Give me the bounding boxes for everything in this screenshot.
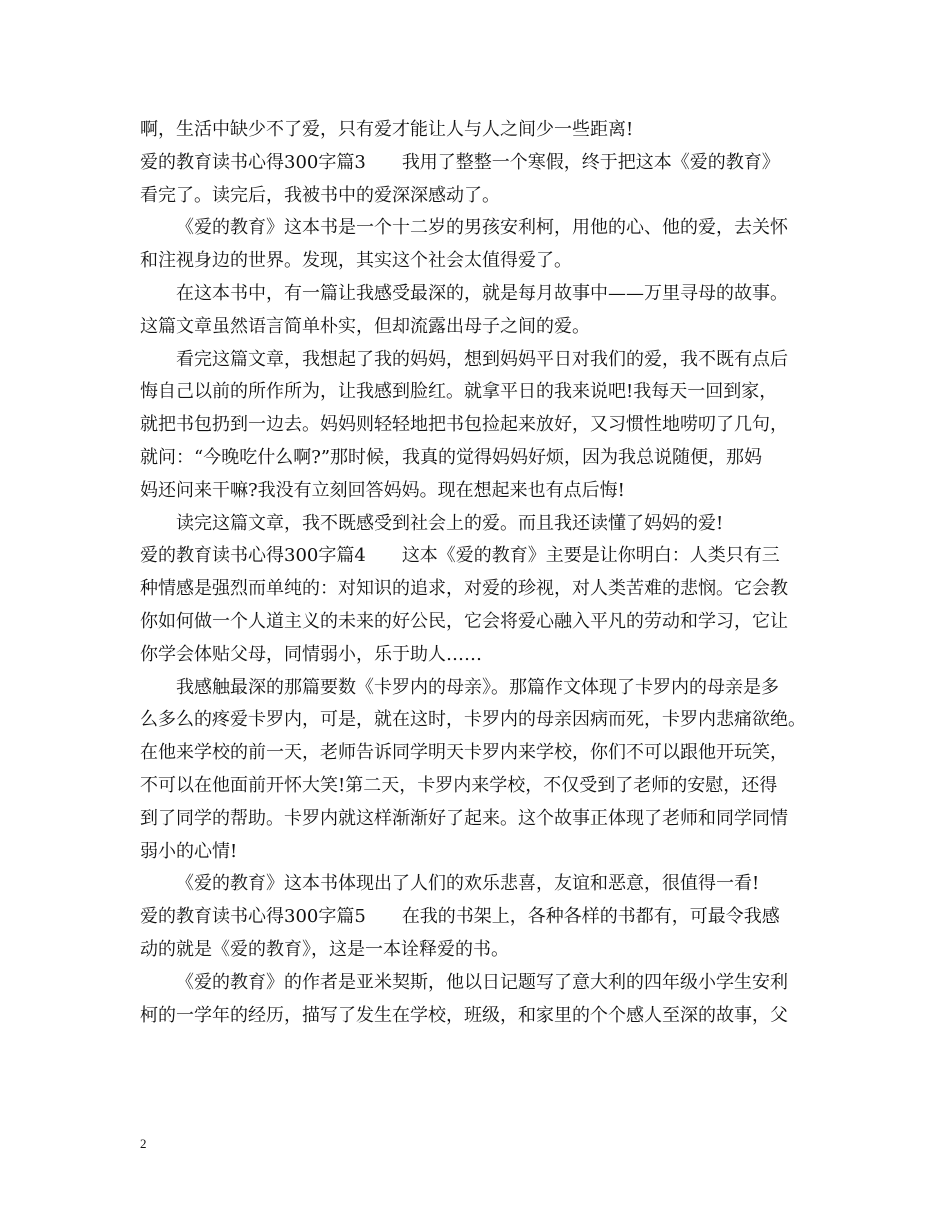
text-line: 啊，生活中缺少不了爱，只有爱才能让人与人之间少一些距离! bbox=[140, 119, 634, 140]
text-line: 这篇文章虽然语言简单朴实，但却流露出母子之间的爱。 bbox=[140, 315, 590, 337]
text-line: 在他来学校的前一天，老师告诉同学明天卡罗内来学校，你们不可以跟他开玩笑， bbox=[140, 742, 788, 764]
paragraph-start: 《爱的教育》这本书是一个十二岁的男孩安利柯，用他的心、他的爱，去关怀 bbox=[176, 217, 788, 239]
body-text bbox=[140, 114, 820, 1032]
essay-heading-line-3 bbox=[140, 147, 820, 180]
text-line: 悔自己以前的所作所为，让我感到脸红。就拿平日的我来说吧!我每天一回到家， bbox=[140, 381, 778, 403]
text-line: 到了同学的帮助。卡罗内就这样渐渐好了起来。这个故事正体现了老师和同学同情 bbox=[140, 807, 788, 829]
essay-heading-line-5 bbox=[140, 901, 820, 934]
paragraph-start: 《爱的教育》这本书体现出了人们的欢乐悲喜，友谊和恶意，很值得一看! bbox=[176, 873, 760, 895]
paragraph-start: 在这本书中，有一篇让我感受最深的，就是每月故事中——万里寻母的故事。 bbox=[176, 282, 788, 304]
page-number: 2 bbox=[140, 1136, 147, 1151]
text-line: 就把书包扔到一边去。妈妈则轻轻地把书包捡起来放好，又习惯性地唠叨了几句， bbox=[140, 414, 788, 436]
text-segment: 在我的书架上，各种各样的书都有，可最令我感 bbox=[401, 906, 780, 928]
text-segment: 我用了整整一个寒假，终于把这本《爱的教育》 bbox=[401, 151, 780, 173]
paragraph-start: 看完这篇文章，我想起了我的妈妈，想到妈妈平日对我们的爱，我不既有点后 bbox=[176, 348, 788, 370]
text-line: 动的就是《爱的教育》，这是一本诠释爱的书。 bbox=[140, 938, 509, 960]
text-line: 你学会体贴父母，同情弱小，乐于助人…… bbox=[140, 643, 482, 665]
text-line: 看完了。读完后，我被书中的爱深深感动了。 bbox=[140, 184, 500, 206]
text-line: 和注视身边的世界。发现，其实这个社会太值得爱了。 bbox=[140, 250, 572, 272]
essay-heading-4: 爱的教育读书心得300字篇4 bbox=[140, 545, 366, 567]
text-line: 就问：“今晚吃什么啊?”那时候，我真的觉得妈妈好烦，因为我总说随便，那妈 bbox=[140, 446, 763, 468]
text-line: 柯的一学年的经历，描写了发生在学校，班级，和家里的个个感人至深的故事，父 bbox=[140, 1004, 788, 1026]
essay-heading-3: 爱的教育读书心得300字篇3 bbox=[140, 151, 366, 173]
text-segment: 这本《爱的教育》主要是让你明白：人类只有三 bbox=[401, 545, 780, 567]
text-line: 你如何做一个人道主义的未来的好公民，它会将爱心融入平凡的劳动和学习，它让 bbox=[140, 610, 788, 632]
text-line: 妈还问来干嘛?我没有立刻回答妈妈。现在想起来也有点后悔! bbox=[140, 479, 625, 501]
text-line: 种情感是强烈而单纯的：对知识的追求，对爱的珍视，对人类苦难的悲悯。它会教 bbox=[140, 578, 788, 600]
essay-heading-5: 爱的教育读书心得300字篇5 bbox=[140, 906, 366, 928]
text-line: 么多么的疼爱卡罗内，可是，就在这时，卡罗内的母亲因病而死，卡罗内悲痛欲绝。 bbox=[140, 709, 806, 731]
essay-heading-line-4 bbox=[140, 540, 820, 573]
text-line: 不可以在他面前开怀大笑!第二天，卡罗内来学校，不仅受到了老师的安慰，还得 bbox=[140, 774, 778, 796]
paragraph-start: 《爱的教育》的作者是亚米契斯，他以日记题写了意大利的四年级小学生安利 bbox=[176, 971, 788, 993]
text-line: 弱小的心情! bbox=[140, 840, 238, 862]
paragraph-start: 读完这篇文章，我不既感受到社会上的爱。而且我还读懂了妈妈的爱! bbox=[176, 512, 724, 534]
paragraph-start: 我感触最深的那篇要数《卡罗内的母亲》。那篇作文体现了卡罗内的母亲是多 bbox=[176, 676, 779, 698]
